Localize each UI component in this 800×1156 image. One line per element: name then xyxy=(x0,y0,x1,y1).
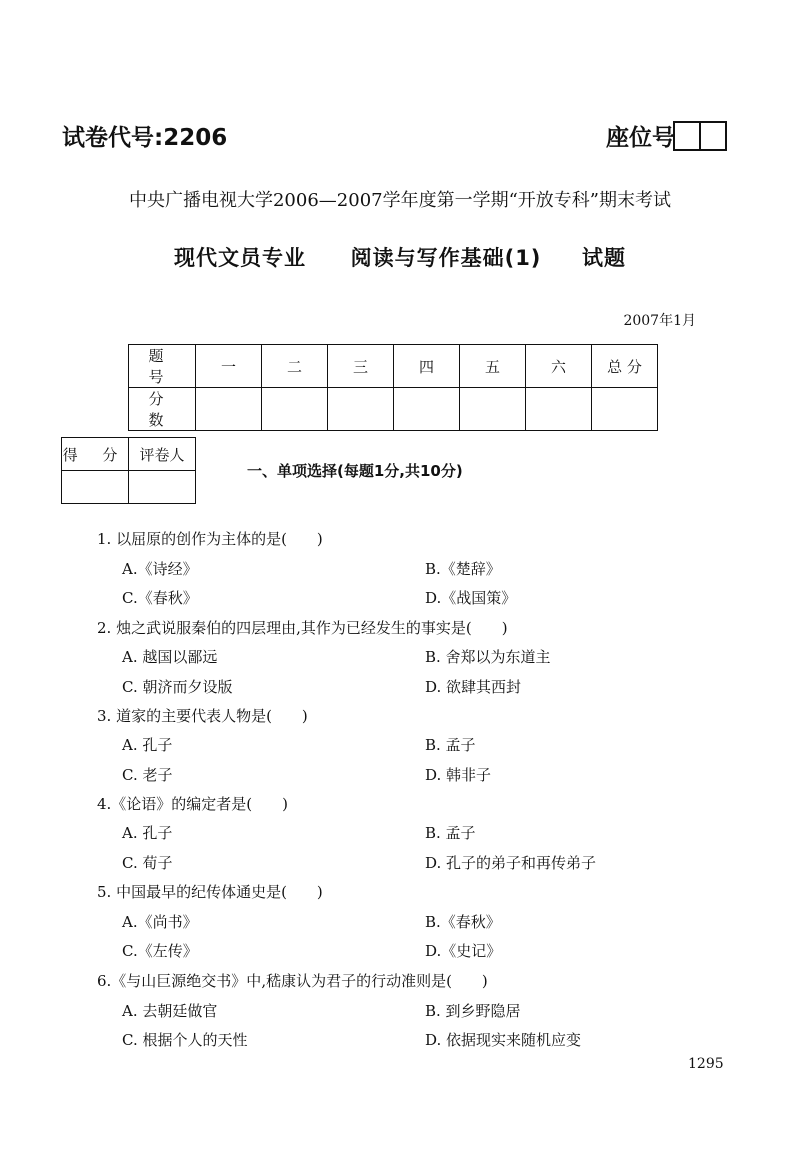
seat-box-2 xyxy=(699,121,727,151)
score-cell xyxy=(592,388,658,431)
school-title: 中央广播电视大学2006—2007学年度第一学期“开放专科”期末考试 xyxy=(128,190,672,211)
question-2-stem: 2. 烛之武说服秦伯的四层理由,其作为已经发生的事实是( ) xyxy=(97,619,508,637)
question-1-option-c: C.《春秋》 xyxy=(122,589,198,607)
column-header: 五 xyxy=(460,345,526,388)
score-cell xyxy=(460,388,526,431)
score-cell xyxy=(328,388,394,431)
question-5-option-c: C.《左传》 xyxy=(122,942,198,960)
question-6-stem: 6.《与山巨源绝交书》中,嵇康认为君子的行动准则是( ) xyxy=(97,972,488,990)
main-title xyxy=(0,242,800,272)
question-1-option-a: A.《诗经》 xyxy=(122,560,198,578)
question-5-option-d: D.《史记》 xyxy=(425,942,502,960)
score-cell xyxy=(526,388,592,431)
question-6-option-c: C. 根据个人的天性 xyxy=(122,1031,248,1049)
score-cell xyxy=(394,388,460,431)
question-1-stem: 1. 以屈原的创作为主体的是( ) xyxy=(97,530,323,548)
question-2-option-b: B. 舍郑以为东道主 xyxy=(425,648,551,666)
course-name: 阅读与写作基础(1) xyxy=(350,246,542,270)
question-2-option-d: D. 欲肆其西封 xyxy=(425,678,522,696)
question-4-option-d: D. 孔子的弟子和再传弟子 xyxy=(425,854,597,872)
grader-table xyxy=(61,437,196,504)
question-3-option-a: A. 孔子 xyxy=(122,736,173,754)
column-header-total: 总 分 xyxy=(592,345,658,388)
score-table-score-row xyxy=(129,388,658,431)
column-header: 二 xyxy=(262,345,328,388)
title-suffix: 试题 xyxy=(582,246,627,270)
row-label-score: 分 数 xyxy=(129,388,196,431)
question-3-option-c: C. 老子 xyxy=(122,766,173,784)
seat-label: 座位号 xyxy=(606,125,675,151)
grader-score-cell xyxy=(62,471,129,504)
page-number: 1295 xyxy=(688,1056,724,1072)
question-5-option-b: B.《春秋》 xyxy=(425,913,501,931)
seat-box-1 xyxy=(673,121,701,151)
question-4-option-c: C. 荀子 xyxy=(122,854,173,872)
question-4-option-b: B. 孟子 xyxy=(425,824,476,842)
grader-name-label: 评卷人 xyxy=(129,438,196,471)
question-4-option-a: A. 孔子 xyxy=(122,824,173,842)
exam-date: 2007年1月 xyxy=(623,313,696,329)
question-5-option-a: A.《尚书》 xyxy=(122,913,198,931)
question-2-option-a: A. 越国以鄙远 xyxy=(122,648,218,666)
question-6-option-b: B. 到乡野隐居 xyxy=(425,1002,521,1020)
exam-code: 试卷代号:2206 xyxy=(62,125,228,151)
score-table-header-row xyxy=(129,345,658,388)
seat-number xyxy=(606,119,727,152)
question-6-option-a: A. 去朝廷做官 xyxy=(122,1002,218,1020)
question-3-option-d: D. 韩非子 xyxy=(425,766,492,784)
question-3-stem: 3. 道家的主要代表人物是( ) xyxy=(97,707,308,725)
column-header: 三 xyxy=(328,345,394,388)
question-1-option-d: D.《战国策》 xyxy=(425,589,517,607)
grader-score-label: 得 分 xyxy=(62,438,129,471)
question-1-option-b: B.《楚辞》 xyxy=(425,560,501,578)
score-cell xyxy=(262,388,328,431)
grader-name-cell xyxy=(129,471,196,504)
score-table xyxy=(128,344,658,431)
row-label-question-number: 题 号 xyxy=(129,345,196,388)
column-header: 一 xyxy=(196,345,262,388)
column-header: 四 xyxy=(394,345,460,388)
question-6-option-d: D. 依据现实来随机应变 xyxy=(425,1031,582,1049)
major-name: 现代文员专业 xyxy=(173,246,306,270)
question-2-option-c: C. 朝济而夕设版 xyxy=(122,678,233,696)
question-5-stem: 5. 中国最早的纪传体通史是( ) xyxy=(97,883,323,901)
column-header: 六 xyxy=(526,345,592,388)
section-heading: 一、单项选择(每题1分,共10分) xyxy=(247,462,463,480)
question-4-stem: 4.《论语》的编定者是( ) xyxy=(97,795,289,813)
question-3-option-b: B. 孟子 xyxy=(425,736,476,754)
score-cell xyxy=(196,388,262,431)
